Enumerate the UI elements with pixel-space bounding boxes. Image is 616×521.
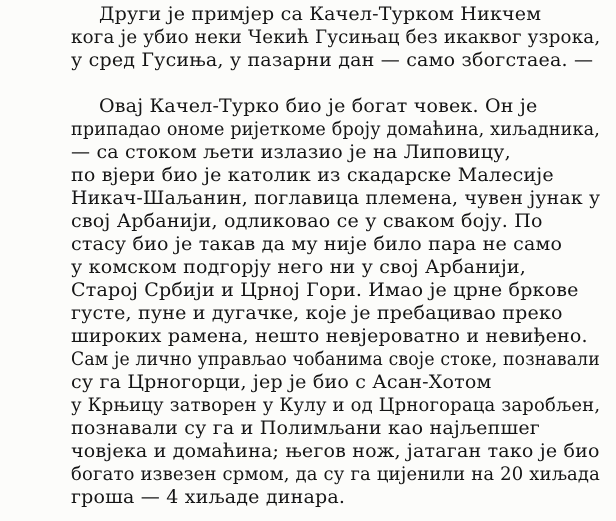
text-line-10: стасу био је такав да му није било пара не само bbox=[71, 233, 563, 255]
text-line-20: богато извезен срмом, да су га цијенили на 20 хиљада bbox=[71, 463, 601, 485]
text-line-11: у комском подгорју него ни у свој Арбанији, bbox=[71, 256, 527, 278]
text-line-17: у Крњицу затворен у Кулу и од Црногораца заробљен, bbox=[71, 394, 601, 416]
text-line-19: човјека и домаћина; његов нож, јатаган тако је био bbox=[71, 440, 600, 462]
text-line-8: Никач-Шаљанин, поглавица племена, чувен јунак у bbox=[71, 187, 601, 209]
text-line-2: кога је убио неки Чекић Гусињац без икаквог узрока, bbox=[71, 26, 601, 48]
text-line-3: у сред Гусиња, у пазарни дан — само збогстаеа. — bbox=[71, 49, 594, 71]
text-line-16: су га Црногорци, јер је био с Асан-Хотом bbox=[71, 371, 492, 393]
text-line-5: припадао ономе ријеткоме броју домаћина, хиљадника, bbox=[71, 118, 601, 140]
text-line-12: Старој Србији и Црној Гори. Имао је црне бркове bbox=[71, 279, 579, 301]
text-line-14: широких рамена, нешто невјероватно и невиђено. bbox=[71, 325, 588, 347]
text-line-18: познавали су га и Полимљани као најљепшег bbox=[71, 417, 540, 439]
text-line-9: свој Арбанији, одликовао се у сваком боју. По bbox=[71, 210, 543, 232]
text-line-1: Други је примјер са Качел-Турком Никчем bbox=[99, 3, 542, 25]
text-line-15: Сам је лично управљао чобанима своје стоке, познавали bbox=[71, 348, 600, 370]
text-line-13: густе, пуне и дугачке, које је пребацивао преко bbox=[71, 302, 563, 324]
text-line-4: Овај Качел-Турко био је богат човек. Он је bbox=[99, 95, 538, 117]
text-line-21: гроша — 4 хиљаде динара. bbox=[71, 486, 346, 508]
text-line-6: — са стоком љети излазио је на Липовицу, bbox=[71, 141, 511, 163]
text-line-7: по вјери био је католик из скадарске Малесије bbox=[71, 164, 554, 186]
